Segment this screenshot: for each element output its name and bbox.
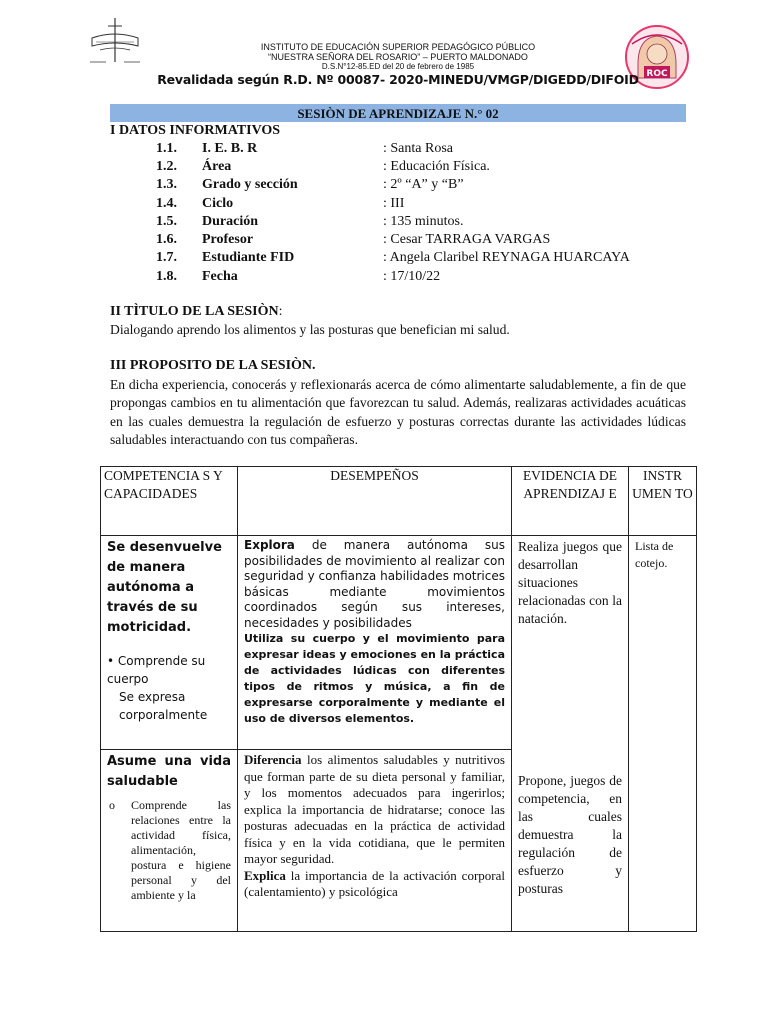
competence-title: Asume una vida saludable	[107, 754, 231, 789]
section1-heading: I DATOS INFORMATIVOS	[110, 123, 281, 138]
bullet-icon: •	[107, 654, 118, 668]
info-value: : III	[383, 196, 405, 211]
info-value: : 135 minutos.	[383, 214, 464, 229]
performance-cell	[238, 750, 512, 932]
evidence-cell: Realiza juegos que desarrollan situaciones relacionadas con la natación.	[512, 536, 629, 750]
info-number: 1.1.	[156, 141, 177, 156]
institute-revalidation: Revalidada según R.D. Nº 00087- 2020-MINEDU/VMGP/DIGEDD/DIFOID	[157, 72, 639, 87]
section3-text: En dicha experiencia, conocerás y reflexionarás acerca de cómo alimentarte saludablemente, a fin de que propongas cambios en tu alimentación que favorezcan tu salud. Además, realizaras actividades acuáticas en las cuales demuestra la regulación de esfuerzo y posturas correctas durante las actividades lúdicas saludables interactuando con tus compañeras.	[110, 377, 686, 448]
performance-text-2: Explica la importancia de la activación corporal (calentamiento) y psicológica	[244, 867, 505, 899]
capacity-list	[101, 652, 237, 724]
info-label: I. E. B. R	[202, 141, 258, 156]
info-number: 1.4.	[156, 196, 177, 211]
info-number: 1.2.	[156, 159, 177, 174]
session-title: SESIÒN DE APRENDIZAJE N.° 02	[110, 104, 686, 122]
info-label: Área	[202, 159, 232, 174]
info-value: : 17/10/22	[383, 269, 441, 284]
info-value: : Educación Física.	[383, 159, 490, 174]
competence-cell	[101, 536, 238, 750]
info-value: : Angela Claribel REYNAGA HUARCAYA	[383, 250, 630, 265]
list-item: Se expresa corporalmente	[119, 690, 208, 722]
instrument-cell: Lista de cotejo.	[629, 536, 697, 932]
info-value: : Santa Rosa	[383, 141, 453, 156]
section3-heading: III PROPOSITO DE LA SESIÒN.	[110, 358, 316, 373]
info-number: 1.6.	[156, 232, 177, 247]
info-label: Fecha	[202, 269, 238, 284]
info-value: : 2º “A” y “B”	[383, 177, 464, 192]
competencies-table	[100, 466, 697, 932]
circle-bullet-icon: o	[109, 798, 115, 812]
info-label: Estudiante FID	[202, 250, 295, 265]
list-item: • Comprende su cuerpo	[107, 654, 206, 686]
info-number: 1.3.	[156, 177, 177, 192]
section2-text: Dialogando aprendo los alimentos y las posturas que benefician mi salud.	[110, 322, 510, 337]
performance-text-2: Utiliza su cuerpo y el movimiento para expresar ideas y emociones en la práctica de actividades lúdicas con diferentes tipos de ritmos y música, a fin de expresarse corporalmente y mediante el uso de diversos elementos.	[244, 632, 505, 725]
header-evidencia: EVIDENCIA DE APRENDIZAJ E	[512, 467, 629, 536]
info-row	[110, 250, 710, 268]
performance-text-1: Diferencia los alimentos saludables y nutritivos que forman parte de su dieta personal y familiar, y los momentos adecuados para ingerirlos; explica la importancia de hidratarse; conoce las posturas adecuadas en la práctica de actividad física y en la vida cotidiana, que le permiten mayor seguridad.	[244, 752, 505, 866]
info-number: 1.7.	[156, 250, 177, 265]
svg-text:ROC: ROC	[646, 69, 668, 79]
competence-title: Se desenvuelve de manera autónoma a través de su motricidad.	[107, 540, 222, 635]
info-row	[110, 141, 710, 159]
info-label: Grado y sección	[202, 177, 298, 192]
info-value: : Cesar TARRAGA VARGAS	[383, 232, 551, 247]
info-label: Profesor	[202, 232, 254, 247]
table-row	[101, 536, 697, 750]
info-row	[110, 196, 710, 214]
info-row	[110, 159, 710, 177]
competence-cell	[101, 750, 238, 932]
info-row	[110, 232, 710, 250]
info-number: 1.8.	[156, 269, 177, 284]
info-label: Ciclo	[202, 196, 234, 211]
info-row	[110, 269, 710, 287]
table-header-row	[101, 467, 697, 536]
header-competencias: COMPETENCIA S Y CAPACIDADES	[101, 467, 238, 536]
list-item: o Comprende las relaciones entre la actividad física, alimentación, postura e higiene personal y del ambiente y la	[109, 798, 231, 902]
table-row	[101, 750, 697, 932]
info-row	[110, 214, 710, 232]
performance-text-1: Explora de manera autónoma sus posibilidades de movimiento al realizar con seguridad y confianza habilidades motrices básicas mediante movimientos coordinados según sus intereses, necesidades y posibilidades	[244, 538, 505, 630]
institute-subname: “NUESTRA SEÑORA DEL ROSARIO” – PUERTO MALDONADO	[268, 52, 528, 62]
section2-heading: II TÌTULO DE LA SESIÒN:	[110, 304, 283, 319]
info-number: 1.5.	[156, 214, 177, 229]
info-label: Duración	[202, 214, 258, 229]
evidence-cell: Propone, juegos de competencia, en las cuales demuestra la regulación de esfuerzo y posturas	[512, 750, 629, 932]
performance-cell	[238, 536, 512, 750]
info-row	[110, 177, 710, 195]
institute-name: INSTITUTO DE EDUCACIÓN SUPERIOR PEDAGÓGICO PÚBLICO	[260, 42, 536, 52]
header-desempenos: DESEMPEÑOS	[238, 467, 512, 536]
header-instrumento: INSTR UMEN TO	[629, 467, 697, 536]
institute-decree: D.S.N°12-85.ED del 20 de febrero de 1985	[321, 62, 475, 71]
